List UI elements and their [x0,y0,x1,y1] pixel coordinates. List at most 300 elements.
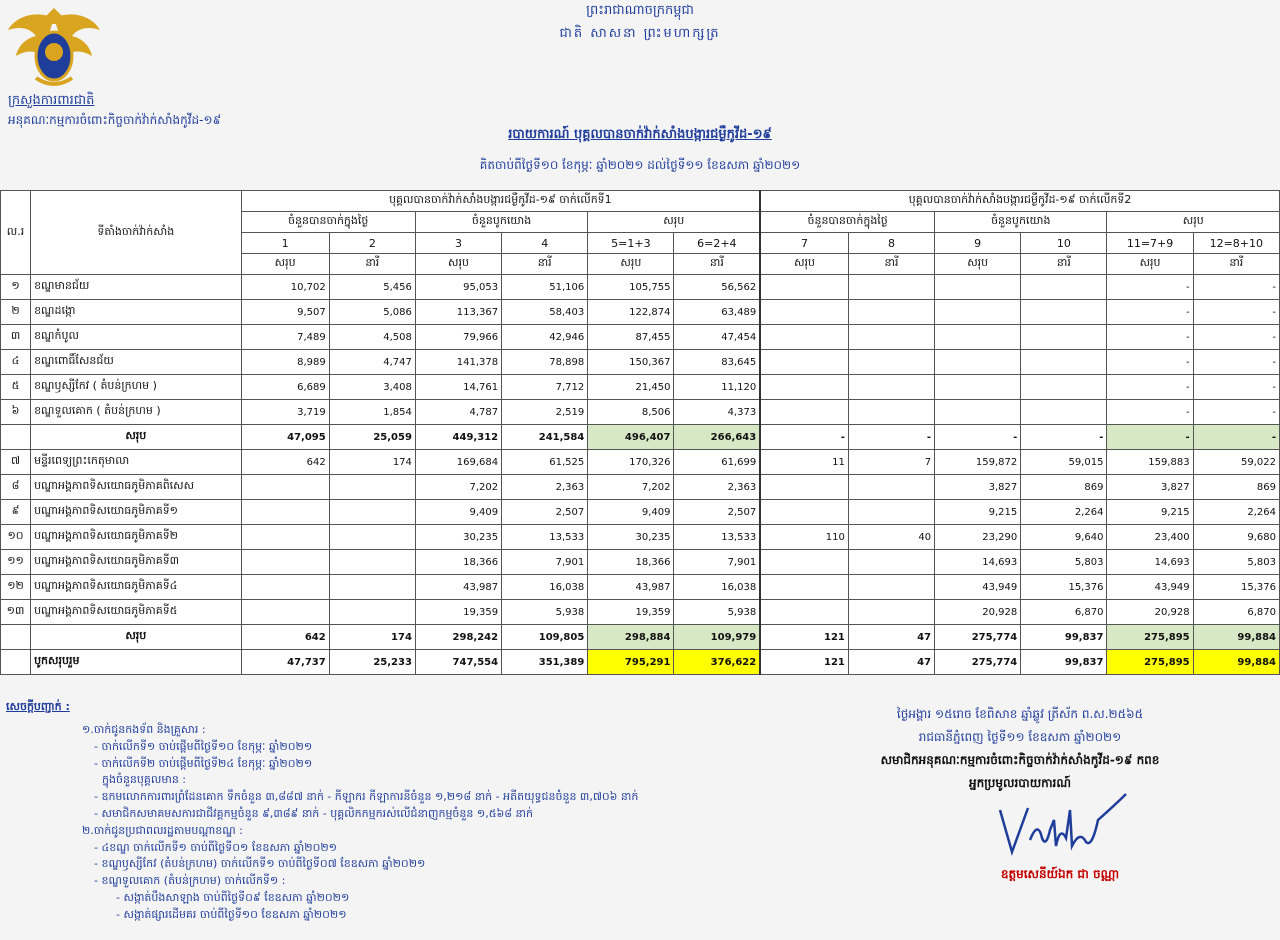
cell-col-4: 58,403 [502,300,588,325]
cell-col-7 [760,375,848,400]
cell-col-7: 110 [760,525,848,550]
signature-block [860,706,1180,798]
member-title: សមាជិកអនុគណៈកម្មការចំពោះកិច្ចចាក់វ៉ាក់សាំងកូវីដ-១៩ កពខ [880,753,1160,767]
vaccination-table [0,190,1280,675]
col-kind-12: នារី [1193,254,1279,275]
signer-name: ឧត្តមសេនីយ៍ឯក ជា ចណ្ណា [1000,867,1120,881]
cell-col-9: 23,290 [935,525,1021,550]
cell-col-12: 6,870 [1193,600,1279,625]
cell-col-8 [848,325,934,350]
cell-col-1 [241,550,329,575]
cell-col-7 [760,575,848,600]
header-cum-2: ចំនួនបូកយោង [935,212,1107,233]
header-total-2: សរុប [1107,212,1280,233]
cell-col-3: 747,554 [415,650,501,675]
date-lunar: ថ្ងៃអង្គារ ១៥រោច ខែពិសាខ ឆ្នាំឆ្លូវ ត្រីស័ក ព.ស.២៥៦៥ [896,707,1144,721]
cell-col-6: 11,120 [674,375,760,400]
cell-col-6: 7,901 [674,550,760,575]
cell-col-11: - [1107,325,1193,350]
col-number-4: 4 [502,233,588,254]
cell-col-2: 1,854 [329,400,415,425]
cell-col-2 [329,525,415,550]
date-solar: រាជធានីភ្នំពេញ ថ្ងៃទី១១ ខែឧសភា ឆ្នាំ២០២១ [918,730,1122,744]
cell-col-1: 642 [241,450,329,475]
cell-col-2: 4,508 [329,325,415,350]
cell-col-12: 59,022 [1193,450,1279,475]
cell-col-4: 351,389 [502,650,588,675]
cell-col-2: 3,408 [329,375,415,400]
cell-col-11: 14,693 [1107,550,1193,575]
note-line: - ៤ខណ្ឌ ចាក់លើកទី១ ចាប់ពីថ្ងៃទី០១ ខែឧសភា ឆ្នាំ២០២១ [94,840,338,854]
cell-col-11: - [1107,300,1193,325]
table-row [1,325,1280,350]
cell-col-7: 11 [760,450,848,475]
cell-col-3: 7,202 [415,475,501,500]
row-number: ៣ [1,325,31,350]
cell-col-5: 8,506 [588,400,674,425]
cell-col-1: 8,989 [241,350,329,375]
row-number: ២ [1,300,31,325]
cell-col-10: 9,640 [1021,525,1107,550]
cell-col-8 [848,550,934,575]
cell-col-2 [329,475,415,500]
col-kind-9: សរុប [935,254,1021,275]
cell-col-4: 2,507 [502,500,588,525]
cell-col-7: 121 [760,625,848,650]
row-site: មន្ទីរពេទ្យព្រះកេតុមាលា [31,450,241,475]
report-period: គិតចាប់ពីថ្ងៃទី១០ ខែកុម្ភៈ ឆ្នាំ២០២១ ដល់ថ្ងៃទី១១ ខែឧសភា ឆ្នាំ២០២១ [479,158,801,172]
table-row [1,500,1280,525]
cell-col-11: 275,895 [1107,650,1193,675]
cell-col-12: - [1193,300,1279,325]
col-kind-8: នារី [848,254,934,275]
cell-col-9: 3,827 [935,475,1021,500]
table-row [1,300,1280,325]
cell-col-11: 3,827 [1107,475,1193,500]
cell-col-7 [760,350,848,375]
cell-col-8 [848,300,934,325]
cell-col-10: 59,015 [1021,450,1107,475]
cell-col-8 [848,400,934,425]
row-number: ៥ [1,375,31,400]
header-today-1: ចំនួនបានចាក់ក្នុងថ្ងៃ [241,212,415,233]
row-number: ៦ [1,400,31,425]
cell-col-7 [760,325,848,350]
cell-col-3: 95,053 [415,275,501,300]
row-number: ១ [1,275,31,300]
kingdom-title: ព្រះរាជាណាចក្រកម្ពុជា [586,3,694,18]
row-site: បណ្ឌាអង្គភាពទិសយោធភូមិភាគទី១ [31,500,241,525]
cell-col-6: 266,643 [674,425,760,450]
cell-col-5: 298,884 [588,625,674,650]
cell-col-4: 241,584 [502,425,588,450]
handwritten-signature-icon [980,790,1130,860]
row-site: បូកសរុបរួម [31,650,241,675]
row-site: សរុប [31,625,241,650]
col-number-12: 12=8+10 [1193,233,1279,254]
cell-col-1 [241,475,329,500]
row-number [1,650,31,675]
cell-col-12: 2,264 [1193,500,1279,525]
cell-col-10: 5,803 [1021,550,1107,575]
row-number [1,425,31,450]
cell-col-9: - [935,425,1021,450]
note-line: - សង្កាត់ផ្សារដើមគរ ចាប់ពីថ្ងៃទី១០ ខែឧសភា ឆ្នាំ២០២១ [116,907,347,921]
col-kind-1: សរុប [241,254,329,275]
cell-col-11: - [1107,275,1193,300]
cell-col-5: 21,450 [588,375,674,400]
col-number-8: 8 [848,233,934,254]
col-kind-3: សរុប [415,254,501,275]
row-site: ខណ្ឌមានជ័យ [31,275,241,300]
cell-col-4: 78,898 [502,350,588,375]
cell-col-4: 2,519 [502,400,588,425]
cell-col-2 [329,550,415,575]
cell-col-11: 23,400 [1107,525,1193,550]
cell-col-6: 83,645 [674,350,760,375]
cell-col-8: 7 [848,450,934,475]
row-number: ១០ [1,525,31,550]
cell-col-10: 15,376 [1021,575,1107,600]
cell-col-10: - [1021,425,1107,450]
notes-section [6,700,706,924]
cell-col-1: 47,737 [241,650,329,675]
cell-col-8 [848,600,934,625]
cell-col-11: 159,883 [1107,450,1193,475]
cell-col-9 [935,350,1021,375]
cell-col-9: 275,774 [935,625,1021,650]
subtotal-row [1,625,1280,650]
cell-col-6: 63,489 [674,300,760,325]
note-line: - ចាក់លើកទី១ ចាប់ផ្តើមពីថ្ងៃទី១០ ខែកុម្ភៈ ឆ្នាំ២០២១ [94,739,313,753]
cell-col-5: 18,366 [588,550,674,575]
col-number-6: 6=2+4 [674,233,760,254]
cell-col-12: - [1193,275,1279,300]
cell-col-10: 99,837 [1021,625,1107,650]
header-total-1: សរុប [588,212,760,233]
cell-col-3: 169,684 [415,450,501,475]
cell-col-2: 174 [329,450,415,475]
cell-col-10 [1021,325,1107,350]
cell-col-3: 113,367 [415,300,501,325]
row-site: បណ្ឌាអង្គភាពទិសយោធភូមិភាគទី២ [31,525,241,550]
cell-col-5: 87,455 [588,325,674,350]
cell-col-3: 14,761 [415,375,501,400]
row-number: ៨ [1,475,31,500]
cell-col-7 [760,275,848,300]
cell-col-8: - [848,425,934,450]
cell-col-5: 43,987 [588,575,674,600]
col-kind-11: សរុប [1107,254,1193,275]
report-title: របាយការណ៍ បុគ្គលបានចាក់វ៉ាក់សាំងបង្ការជម្ងឺកូវីដ-១៩ [508,127,772,142]
cell-col-12: 99,884 [1193,625,1279,650]
header-cum-1: ចំនួនបូកយោង [415,212,587,233]
table-row [1,400,1280,425]
row-site: បណ្ឌាអង្គភាពទិសយោធភូមិភាគទី៥ [31,600,241,625]
cell-col-8: 47 [848,650,934,675]
cell-col-4: 13,533 [502,525,588,550]
notes-heading: សេចក្តីបញ្ជាក់ : [6,700,70,713]
cell-col-10 [1021,400,1107,425]
cell-col-6: 56,562 [674,275,760,300]
col-number-11: 11=7+9 [1107,233,1193,254]
cell-col-6: 2,507 [674,500,760,525]
col-kind-7: សរុប [760,254,848,275]
cell-col-2: 5,456 [329,275,415,300]
cell-col-9 [935,325,1021,350]
cell-col-4: 7,712 [502,375,588,400]
cell-col-6: 2,363 [674,475,760,500]
cell-col-4: 16,038 [502,575,588,600]
cell-col-9: 9,215 [935,500,1021,525]
table-row [1,375,1280,400]
cell-col-12: - [1193,425,1279,450]
row-site: បណ្ឌាអង្គភាពទិសយោធភូមិភាគទី៣ [31,550,241,575]
cell-col-10 [1021,275,1107,300]
cell-col-6: 47,454 [674,325,760,350]
cell-col-3: 9,409 [415,500,501,525]
ministry-emblem-icon [6,8,102,90]
cell-col-4: 2,363 [502,475,588,500]
header-today-2: ចំនួនបានចាក់ក្នុងថ្ងៃ [760,212,934,233]
cell-col-1 [241,600,329,625]
cell-col-6: 376,622 [674,650,760,675]
cell-col-2 [329,500,415,525]
table-row [1,525,1280,550]
cell-col-1: 10,702 [241,275,329,300]
grand-row [1,650,1280,675]
cell-col-10: 869 [1021,475,1107,500]
cell-col-7: - [760,425,848,450]
cell-col-11: 9,215 [1107,500,1193,525]
ministry-name: ក្រសួងការពារជាតិ [8,93,95,108]
cell-col-3: 298,242 [415,625,501,650]
cell-col-9 [935,275,1021,300]
cell-col-3: 449,312 [415,425,501,450]
cell-col-3: 19,359 [415,600,501,625]
cell-col-11: 20,928 [1107,600,1193,625]
col-number-7: 7 [760,233,848,254]
col-number-10: 10 [1021,233,1107,254]
national-motto: ជាតិ សាសនា ព្រះមហាក្សត្រ [559,26,721,41]
cell-col-5: 496,407 [588,425,674,450]
cell-col-12: 99,884 [1193,650,1279,675]
cell-col-11: 43,949 [1107,575,1193,600]
cell-col-5: 9,409 [588,500,674,525]
cell-col-10: 6,870 [1021,600,1107,625]
note-line: - ខណ្ឌឫស្សីកែវ (តំបន់ក្រហម) ចាក់លើកទី១ ចាប់ពីថ្ងៃទី០៧ ខែឧសភា ឆ្នាំ២០២១ [94,857,426,871]
cell-col-1: 7,489 [241,325,329,350]
cell-col-3: 18,366 [415,550,501,575]
cell-col-9: 159,872 [935,450,1021,475]
cell-col-3: 43,987 [415,575,501,600]
row-number: ១៣ [1,600,31,625]
note-line: - សង្កាត់បឹងសាឡាង ចាប់ពីថ្ងៃទី០៩ ខែឧសភា ឆ្នាំ២០២១ [116,890,350,904]
cell-col-1: 9,507 [241,300,329,325]
cell-col-1: 6,689 [241,375,329,400]
cell-col-8 [848,575,934,600]
cell-col-12: - [1193,400,1279,425]
col-number-2: 2 [329,233,415,254]
col-kind-5: សរុប [588,254,674,275]
cell-col-4: 109,805 [502,625,588,650]
cell-col-1 [241,525,329,550]
row-site: សរុប [31,425,241,450]
cell-col-6: 5,938 [674,600,760,625]
row-number: ១២ [1,575,31,600]
row-number: ៤ [1,350,31,375]
cell-col-7 [760,600,848,625]
cell-col-9 [935,375,1021,400]
cell-col-1 [241,575,329,600]
cell-col-2: 25,059 [329,425,415,450]
cell-col-8 [848,375,934,400]
cell-col-3: 79,966 [415,325,501,350]
col-kind-6: នារី [674,254,760,275]
cell-col-6: 61,699 [674,450,760,475]
cell-col-8 [848,350,934,375]
cell-col-12: 869 [1193,475,1279,500]
cell-col-11: 275,895 [1107,625,1193,650]
note-line: ១.ចាក់ជូនកងទ័ព និងគ្រួសារ : [82,723,206,736]
cell-col-11: - [1107,375,1193,400]
note-line: - ខណ្ឌទួលគោក (តំបន់ក្រហម) ចាក់លើកទី១ : [94,874,286,888]
cell-col-5: 122,874 [588,300,674,325]
cell-col-5: 19,359 [588,600,674,625]
note-line: ក្នុងចំនួនបុគ្គលមាន : [102,773,187,787]
cell-col-5: 150,367 [588,350,674,375]
cell-col-10 [1021,350,1107,375]
cell-col-9 [935,300,1021,325]
table-row [1,475,1280,500]
cell-col-6: 109,979 [674,625,760,650]
cell-col-4: 5,938 [502,600,588,625]
cell-col-7 [760,550,848,575]
row-site: ខណ្ឌពោធិ៍សែនជ័យ [31,350,241,375]
cell-col-3: 30,235 [415,525,501,550]
cell-col-10: 99,837 [1021,650,1107,675]
cell-col-6: 13,533 [674,525,760,550]
table-row [1,600,1280,625]
col-number-9: 9 [935,233,1021,254]
cell-col-1: 3,719 [241,400,329,425]
cell-col-11: - [1107,425,1193,450]
cell-col-6: 4,373 [674,400,760,425]
cell-col-9: 275,774 [935,650,1021,675]
cell-col-9 [935,400,1021,425]
col-kind-4: នារី [502,254,588,275]
cell-col-4: 51,106 [502,275,588,300]
cell-col-7 [760,300,848,325]
cell-col-12: - [1193,375,1279,400]
cell-col-7 [760,500,848,525]
cell-col-2: 5,086 [329,300,415,325]
cell-col-2 [329,575,415,600]
col-number-5: 5=1+3 [588,233,674,254]
cell-col-3: 141,378 [415,350,501,375]
cell-col-2: 4,747 [329,350,415,375]
row-number: ៧ [1,450,31,475]
header-center [440,0,840,44]
cell-col-7: 121 [760,650,848,675]
cell-col-8 [848,475,934,500]
row-number: ៩ [1,500,31,525]
cell-col-9: 14,693 [935,550,1021,575]
cell-col-4: 42,946 [502,325,588,350]
row-number: ១១ [1,550,31,575]
cell-col-10 [1021,375,1107,400]
cell-col-6: 16,038 [674,575,760,600]
cell-col-10: 2,264 [1021,500,1107,525]
header-dose1: បុគ្គលបានចាក់វ៉ាក់សាំងបង្ការជម្ងឺកូវីដ-១៩ ចាក់លើកទី1 [241,191,760,212]
cell-col-2: 174 [329,625,415,650]
cell-col-12: - [1193,350,1279,375]
row-number [1,625,31,650]
note-line: - សមាជិកសមាគមសការជាជីវគ្គកម្មចំនួន ៩,៣៨៩ នាក់ - បុគ្គលិកកម្មករស់លើជំនាញកម្មចំនួន ១,៥៦៨ នាក់ [94,806,534,820]
row-site: បណ្ឌាអង្គភាពទិសយោធភូមិភាគទី៤ [31,575,241,600]
table-row [1,550,1280,575]
cell-col-4: 61,525 [502,450,588,475]
cell-col-1: 642 [241,625,329,650]
cell-col-12: 15,376 [1193,575,1279,600]
cell-col-5: 30,235 [588,525,674,550]
note-line: ២.ចាក់ជូនប្រជាពលរដ្ឋតាមបណ្តាខណ្ឌ : [82,823,243,837]
table-row [1,450,1280,475]
header-dose2: បុគ្គលបានចាក់វ៉ាក់សាំងបង្ការជម្ងឺកូវីដ-១៩ ចាក់លើកទី2 [760,191,1279,212]
cell-col-5: 105,755 [588,275,674,300]
row-site: ខណ្ឌឫស្សីកែវ ( តំបន់ក្រហម ) [31,375,241,400]
header-site: ទីតាំងចាក់វ៉ាក់សាំង [31,191,241,275]
cell-col-9: 20,928 [935,600,1021,625]
cell-col-8: 47 [848,625,934,650]
note-line: - ចាក់លើកទី២ ចាប់ផ្តើមពីថ្ងៃទី២៤ ខែកុម្ភៈ ឆ្នាំ២០២១ [94,756,313,770]
cell-col-2 [329,600,415,625]
committee-name: អនុគណៈកម្មការចំពោះកិច្ចចាក់វ៉ាក់សាំងកូវីដ-១៩ [8,113,222,127]
cell-col-4: 7,901 [502,550,588,575]
row-site: បណ្ឌាអង្គភាពទិសយោធភូមិភាគពិសេស [31,475,241,500]
cell-col-8 [848,500,934,525]
collector-role: អ្នកប្រមូលរបាយការណ៍ [968,776,1071,790]
row-site: ខណ្ឌដង្កោ [31,300,241,325]
cell-col-1: 47,095 [241,425,329,450]
cell-col-3: 4,787 [415,400,501,425]
cell-col-12: 9,680 [1193,525,1279,550]
cell-col-11: - [1107,400,1193,425]
cell-col-9: 43,949 [935,575,1021,600]
cell-col-1 [241,500,329,525]
cell-col-10 [1021,300,1107,325]
cell-col-7 [760,400,848,425]
cell-col-2: 25,233 [329,650,415,675]
header-no: ល.រ [1,191,31,275]
table-row [1,275,1280,300]
col-kind-10: នារី [1021,254,1107,275]
col-number-3: 3 [415,233,501,254]
cell-col-12: - [1193,325,1279,350]
table-row [1,350,1280,375]
cell-col-8: 40 [848,525,934,550]
cell-col-12: 5,803 [1193,550,1279,575]
col-kind-2: នារី [329,254,415,275]
table-row [1,575,1280,600]
note-line: - ឧកមលោកការពារព្រំដែនគោក ទឹកចំនួន ៣,៨៨៧ នាក់ - កីឡាករ កីឡាការនីចំនួន ១,២១៨ នាក់ - អតីតយុទ្ធជនចំនួន ៣,៧០៦ នាក់ [94,790,639,804]
subtotal-row [1,425,1280,450]
cell-col-8 [848,275,934,300]
cell-col-11: - [1107,350,1193,375]
cell-col-5: 170,326 [588,450,674,475]
col-number-1: 1 [241,233,329,254]
row-site: ខណ្ឌទួលគោក ( តំបន់ក្រហម ) [31,400,241,425]
